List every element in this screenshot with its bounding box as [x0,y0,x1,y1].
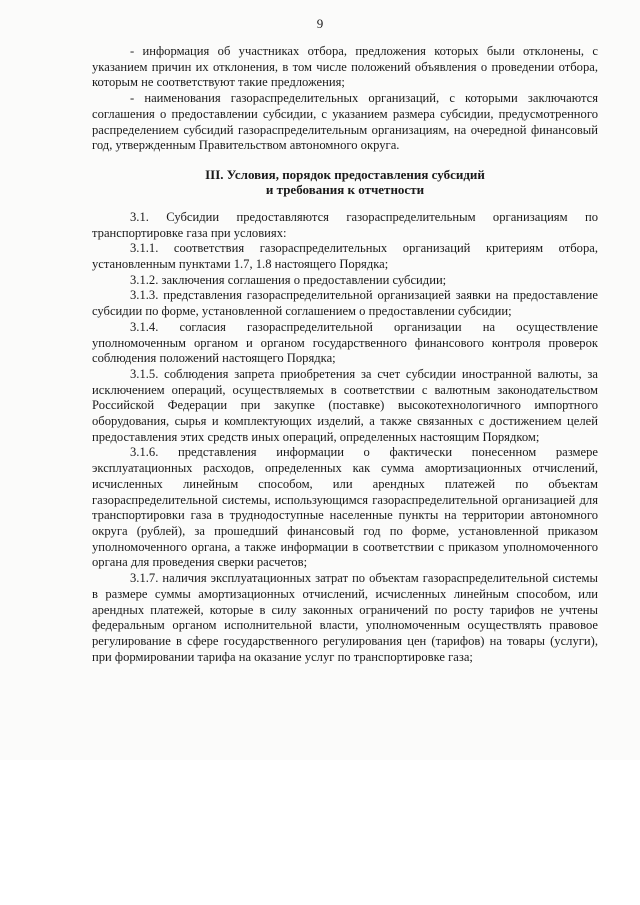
paragraph-3-1-2: 3.1.2. заключения соглашения о предоставлении субсидии; [130,272,447,287]
paragraph-3-1-1: 3.1.1. соответствия газораспределительных организаций критериям отбора, установленным пунктами 1.7, 1.8 настоящего Порядка; [92,241,598,272]
section-heading-line-2: и требования к отчетности [265,182,425,198]
blank-area [0,760,640,905]
paragraph-3-1: 3.1. Субсидии предоставляются газораспределительным организациям по транспортировке газа при условиях: [92,209,598,240]
section-heading-line-1: III. Условия, порядок предоставления субсидий [205,166,485,182]
page-number: 9 [316,16,324,31]
section-heading [92,167,598,198]
paragraph-3-1-4: 3.1.4. согласия газораспределительной организации на осуществление уполномоченным органом и органом государственного финансового контроля проверок соблюдения положений настоящего Порядка; [92,319,598,366]
paragraph-3-1-6: 3.1.6. представления информации о фактически понесенном размере эксплуатационных расходов, определенных как сумма амортизационных отчислений, исчисленных линейным способом, или арендных платежей по объектам газораспределительной системы, использующимся газораспределительной организацией для транспортировки газа в труднодоступные населенные пункты на территории автономного округа (рублей), за прошедший финансовый год по форме, установленной приказом уполномоченного органа, а также информации в соответствии с приказом уполномоченного органа для проведения сверки расчетов; [92,445,598,570]
paragraph-organization-names: - наименования газораспределительных организаций, с которыми заключаются соглашения о предоставлении субсидии, с указанием размера субсидии, предусмотренного распределением субсидий газораспределительным организациям, на очередной финансовый год, утвержденным Правительством автономного округа. [92,91,598,153]
paragraph-3-1-3: 3.1.3. представления газораспределительной организацией заявки на предоставление субсидии по форме, установленной соглашением о предоставлении субсидии; [92,288,598,319]
paragraph-3-1-5: 3.1.5. соблюдения запрета приобретения за счет субсидии иностранной валюты, за исключением операций, осуществляемых в соответствии с валютным законодательством Российской Федерации при закупке (поставке) высокотехнологичного импортного оборудования, сырья и комплектующих изделий, а также связанных с достижением целей предоставления этих средств иных операций, определенных настоящим Порядком; [92,366,598,444]
paragraph-rejected-participants: - информация об участниках отбора, предложения которых были отклонены, с указанием причин их отклонения, в том числе положений объявления о проведении отбора, которым не соответствуют такие предложения; [92,44,598,90]
document-body [92,44,598,665]
paragraph-3-1-7: 3.1.7. наличия эксплуатационных затрат по объектам газораспределительной системы в размере суммы амортизационных отчислений, исчисленных линейным способом, или арендных платежей, которые в силу законных ограничений по росту тарифов не учтены федеральным органом исполнительной власти, уполномоченным осуществлять правовое регулирование в сфере государственного регулирования цен (тарифов) на товары (услуги), при формировании тарифа на оказание услуг по транспортировке газа; [92,571,598,664]
